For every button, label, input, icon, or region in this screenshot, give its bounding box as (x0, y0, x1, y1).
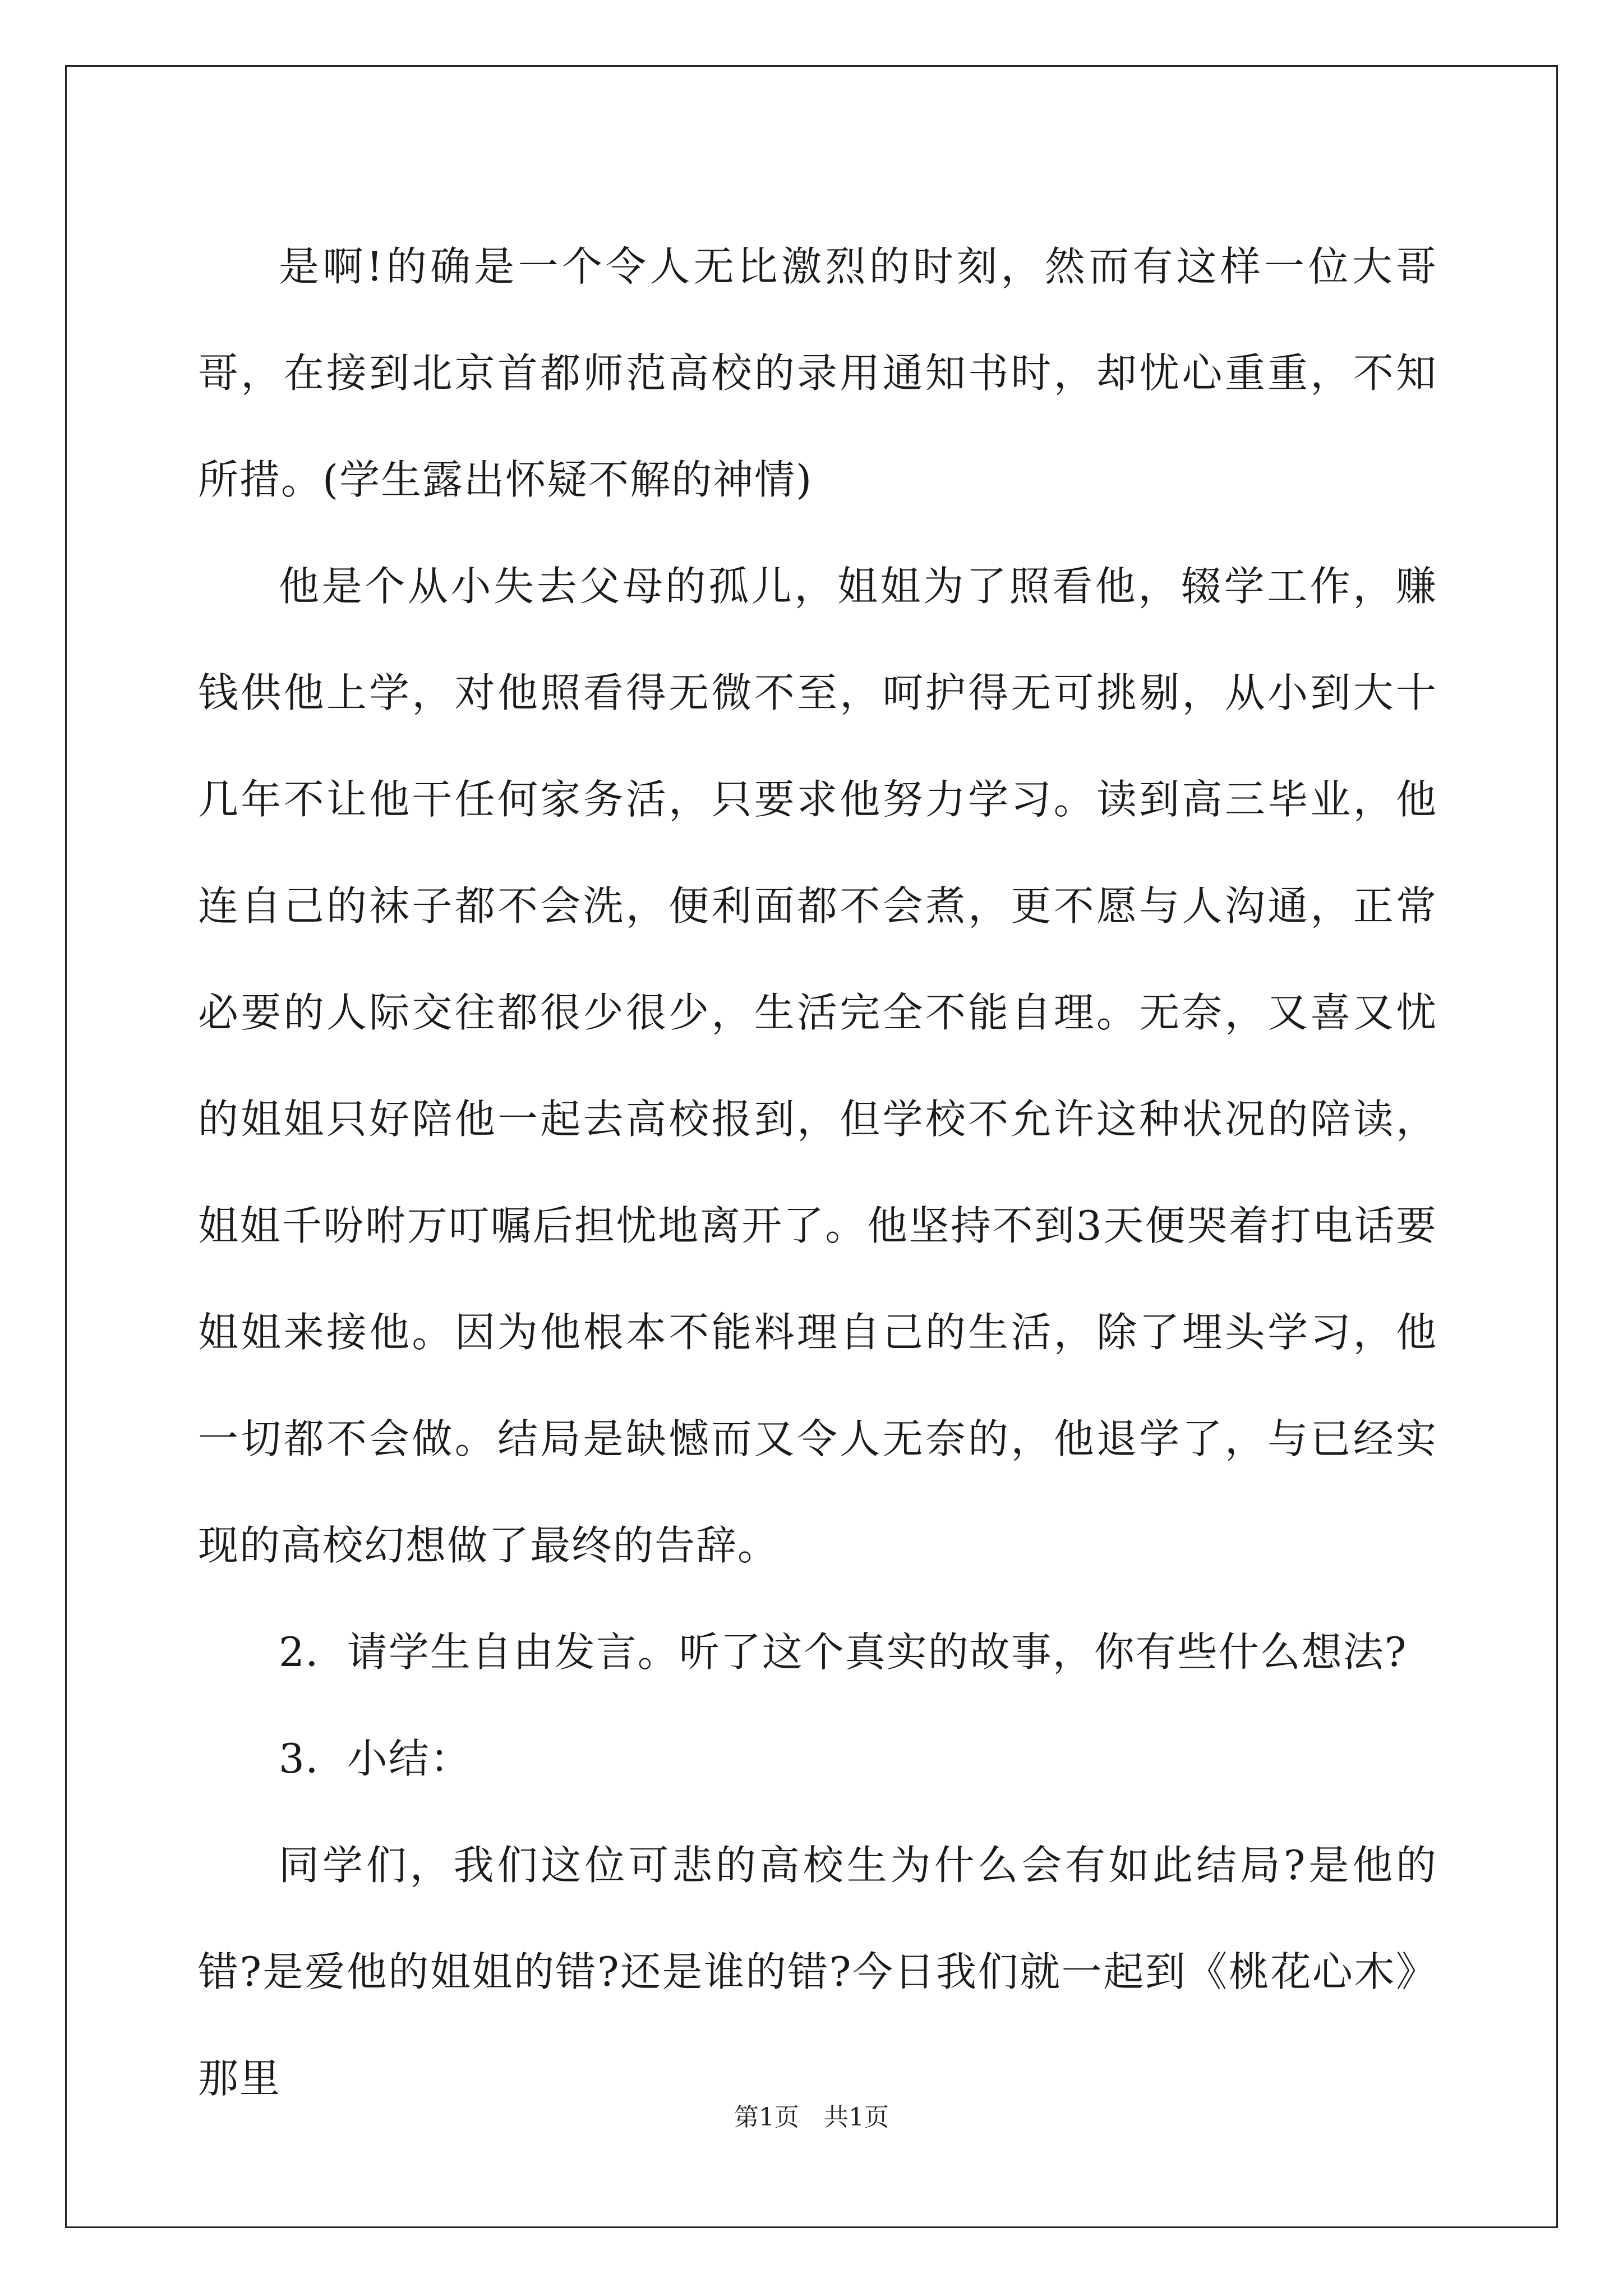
paragraph-4: 3．小结： (279, 1735, 472, 1782)
paragraph-1: 是啊!的确是一个令人无比激烈的时刻，然而有这样一位大哥哥，在接到北京首都师范高校的录用通知书时，却忧心重重，不知所措。(学生露出怀疑不解的神情) (198, 243, 1437, 503)
paragraph-3: 2．请学生自由发言。听了这个真实的故事，你有些什么想法? (279, 1628, 1408, 1676)
page-footer: 第1页 共1页 (734, 2103, 889, 2132)
paragraph-2: 他是个从小失去父母的孤儿，姐姐为了照看他，辍学工作，赚钱供他上学，对他照看得无微不至，呵护得无可挑剔，从小到大十几年不让他干任何家务活，只要求他努力学习。读到高三毕业，他连自己的袜子都不会洗，便利面都不会煮，更不愿与人沟通，正常必要的人际交往都很少很少，生活完全不能自理。无奈，又喜又忧的姐姐只好陪他一起去高校报到，但学校不允许这种状况的陪读，姐姐千吩咐万叮嘱后担忧地离开了。他坚持不到3天便哭着打电话要姐姐来接他。因为他根本不能料理自己的生活，除了埋头学习，他一切都不会做。结局是缺憾而又令人无奈的，他退学了，与已经实现的高校幻想做了最终的告辞。 (198, 563, 1437, 1569)
paragraph-5: 同学们，我们这位可悲的高校生为什么会有如此结局?是他的错?是爱他的姐姐的错?还是谁的错?今日我们就一起到《桃花心木》那里 (198, 1842, 1437, 2102)
document-body (198, 213, 1437, 2132)
